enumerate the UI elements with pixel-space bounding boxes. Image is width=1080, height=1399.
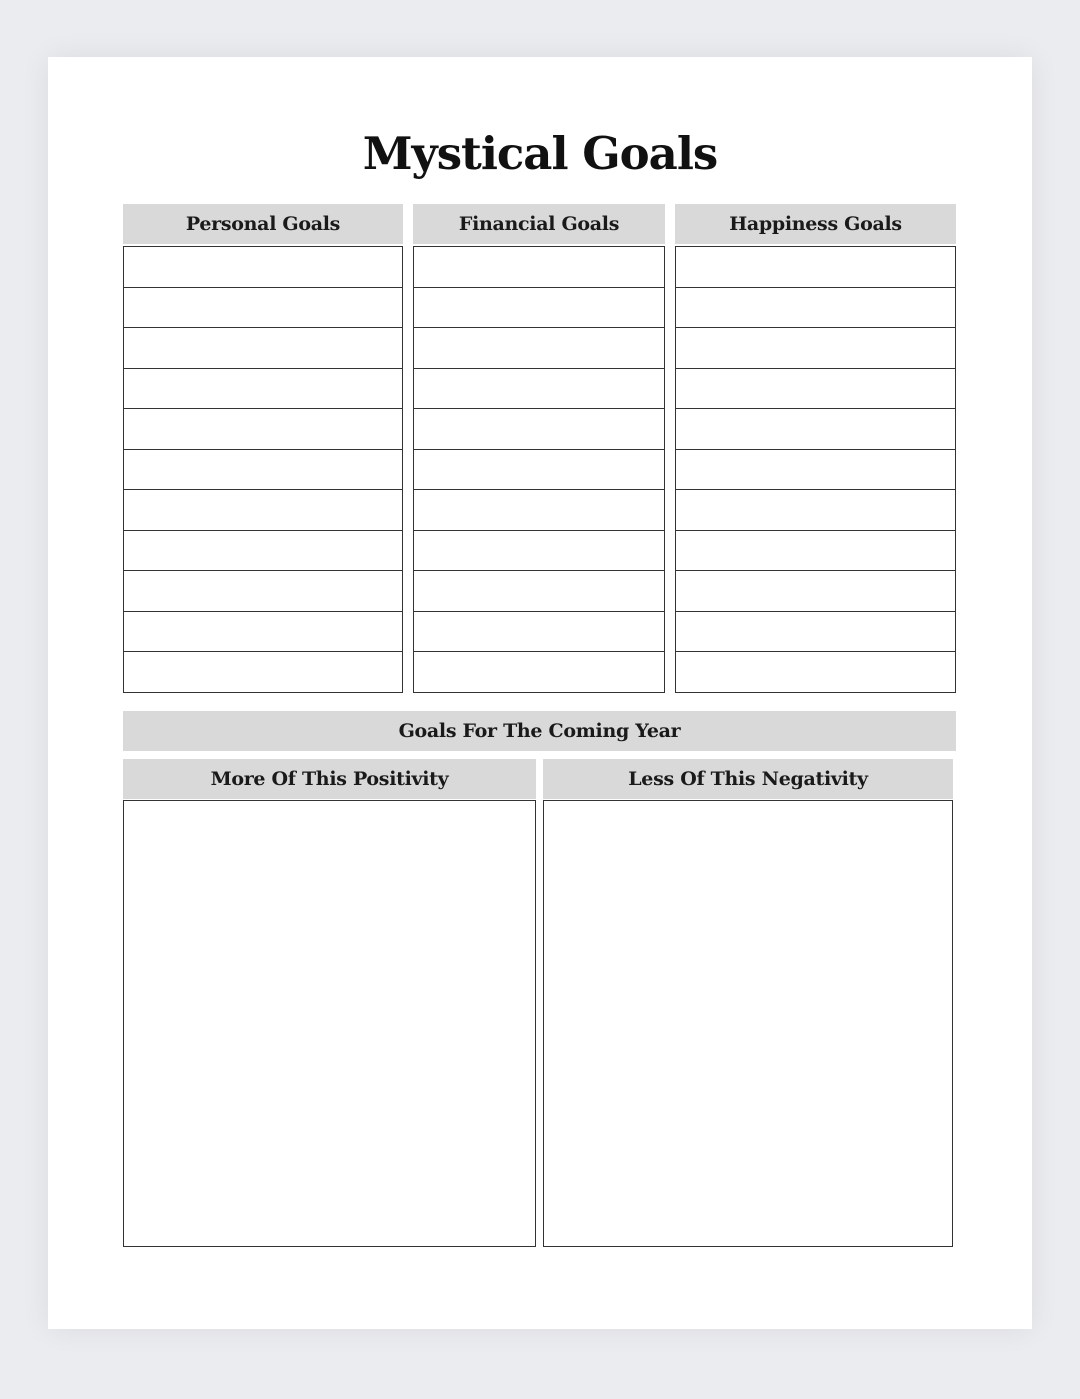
writing-line[interactable] [124,612,402,653]
writing-line[interactable] [414,612,664,653]
writing-line[interactable] [676,288,955,329]
positivity-writing-area[interactable] [123,800,536,1247]
writing-line[interactable] [414,531,664,572]
happiness-goals-header: Happiness Goals [675,204,956,244]
writing-line[interactable] [414,247,664,288]
writing-line[interactable] [414,490,664,531]
negativity-section [543,759,953,1247]
personal-goals-lines [123,246,403,693]
writing-line[interactable] [124,328,402,369]
writing-line[interactable] [124,247,402,288]
negativity-header: Less Of This Negativity [543,759,953,799]
writing-line[interactable] [414,652,664,693]
writing-line[interactable] [676,571,955,612]
writing-line[interactable] [124,450,402,491]
financial-goals-lines [413,246,665,693]
financial-goals-column [413,204,665,693]
writing-line[interactable] [676,369,955,410]
writing-line[interactable] [676,612,955,653]
writing-line[interactable] [124,571,402,612]
happiness-goals-column [675,204,956,693]
writing-line[interactable] [676,328,955,369]
writing-line[interactable] [124,531,402,572]
personal-goals-header: Personal Goals [123,204,403,244]
writing-line[interactable] [676,652,955,693]
writing-line[interactable] [414,450,664,491]
writing-line[interactable] [414,288,664,329]
writing-line[interactable] [414,571,664,612]
writing-line[interactable] [676,247,955,288]
positivity-header: More Of This Positivity [123,759,536,799]
writing-line[interactable] [124,490,402,531]
writing-line[interactable] [676,409,955,450]
writing-line[interactable] [124,652,402,693]
writing-line[interactable] [676,490,955,531]
happiness-goals-lines [675,246,956,693]
writing-line[interactable] [124,369,402,410]
writing-line[interactable] [414,328,664,369]
writing-line[interactable] [124,288,402,329]
writing-line[interactable] [414,369,664,410]
negativity-writing-area[interactable] [543,800,953,1247]
writing-line[interactable] [676,450,955,491]
writing-line[interactable] [124,409,402,450]
financial-goals-header: Financial Goals [413,204,665,244]
positivity-section [123,759,536,1247]
personal-goals-column [123,204,403,693]
page-title: Mystical Goals [362,127,718,180]
writing-line[interactable] [414,409,664,450]
coming-year-banner: Goals For The Coming Year [123,711,956,751]
writing-line[interactable] [676,531,955,572]
